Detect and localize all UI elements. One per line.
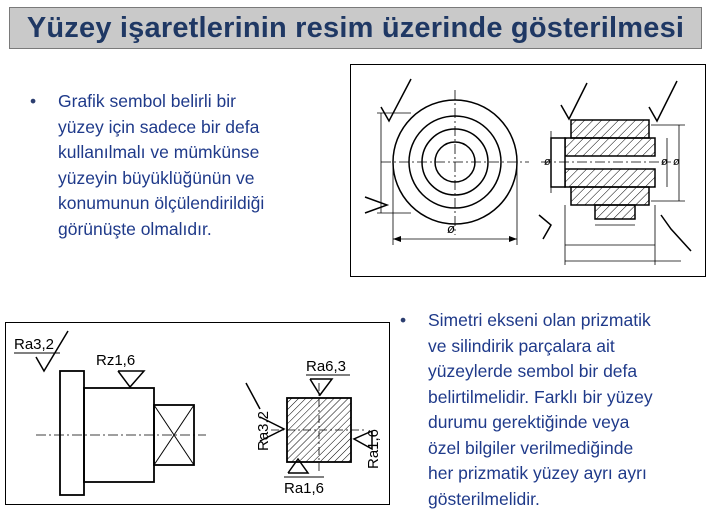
drawing-bottom-svg [6,323,389,504]
title-bar [9,7,702,49]
shaft-part [60,371,194,495]
label-ra32-side: Ra3,2 [255,410,272,451]
technical-drawing-bottom [5,322,390,505]
diameter-label-side: ø [544,156,551,168]
page-title: Yüzey işaretlerinin resim üzerinde gösterilmesi [26,11,685,44]
bullet-item-1 [30,89,330,242]
label-ra32: Ra3,2 [14,336,55,353]
label-rz16: Rz1,6 [96,352,136,369]
label-ra16-bottom: Ra1,6 [284,480,325,497]
diameter-label-side-3: ø [673,156,680,168]
diameter-label: ø [447,221,455,236]
bullet-text-2: Simetri ekseni olan prizmatik ve silindirik parçalara ait yüzeylerde sembol bir defa belirtilmelidir. Farklı bir yüzey durumu gerektiğinde veya özel bilgiler verilmediğinde her prizmatik yüzey ayrı ayrı gösterilmelidir. [428,310,653,509]
side-view [551,120,655,219]
bullet-item-2 [400,308,700,512]
bullet-marker: • [30,91,37,111]
bullet-text-1: Grafik sembol belirli bir yüzey için sadece bir defa kullanılmalı ve mümkünse yüzeyin büyüklüğünün ve konumunun ölçülendirildiği görünüşte olmalıdır. [58,91,265,239]
label-ra16-side: Ra1,6 [365,428,382,469]
drawing-top-svg [351,65,705,276]
label-ra63: Ra6,3 [306,358,347,375]
diameter-label-side-2: ø [661,156,668,168]
technical-drawing-top [350,64,706,277]
bullet-marker: • [400,310,407,330]
